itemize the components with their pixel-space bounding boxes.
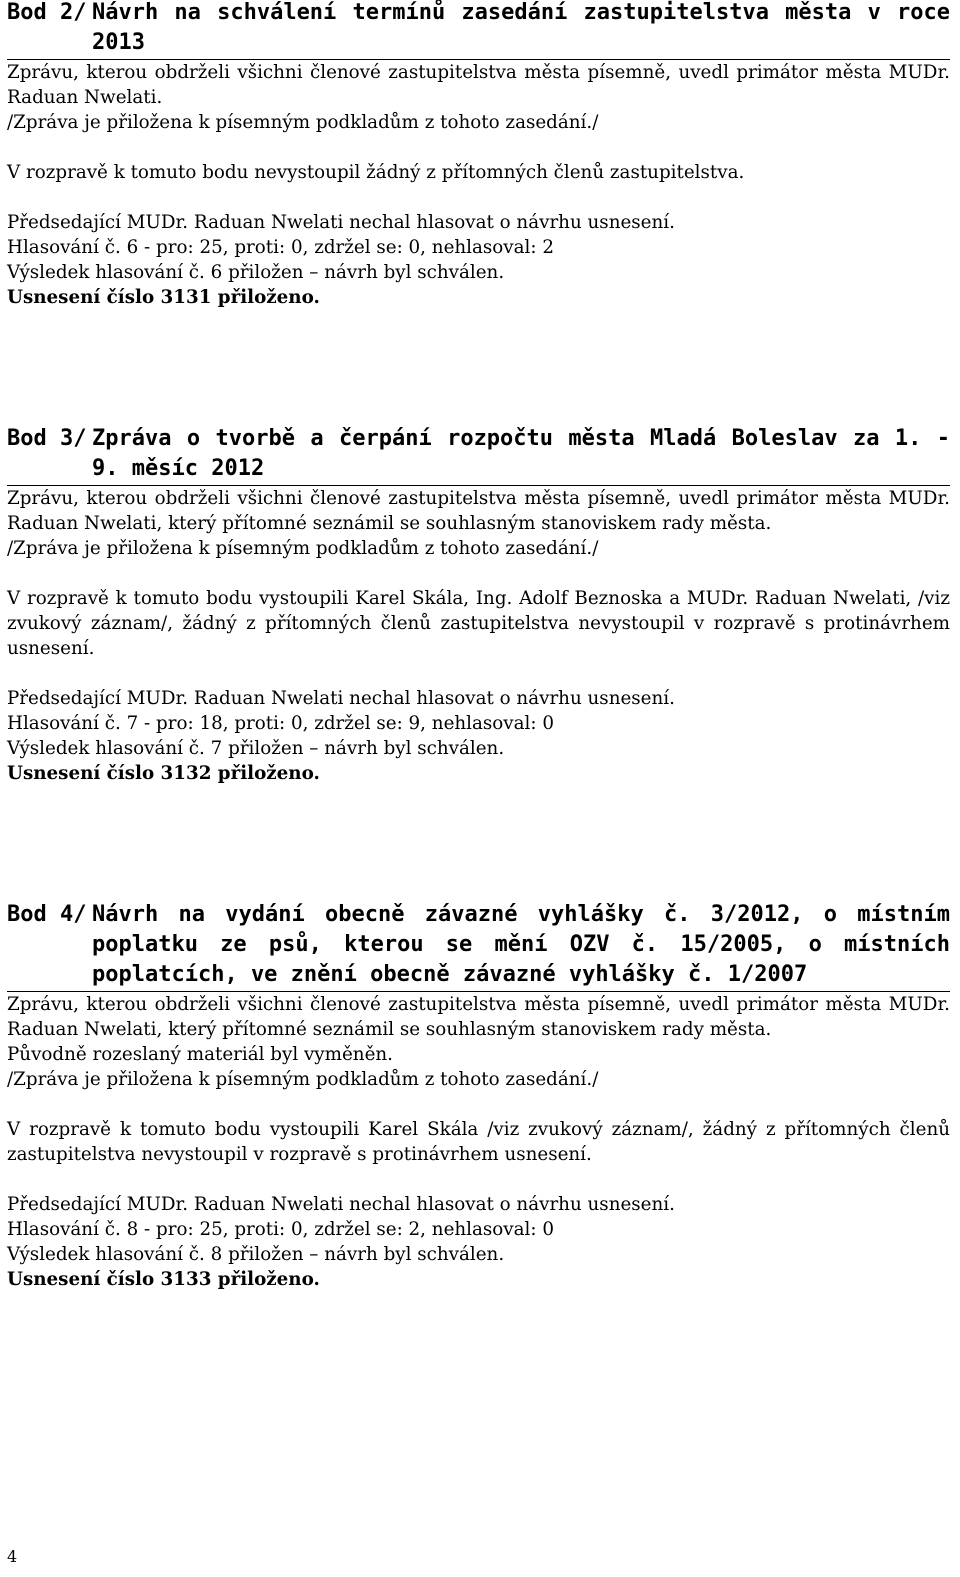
page-number: 4 <box>7 1547 18 1566</box>
vote-outcome: Výsledek hlasování č. 8 přiložen – návrh byl schválen. <box>7 1244 505 1265</box>
section-title: Zpráva o tvorbě a čerpání rozpočtu města Mladá Boleslav za 1. - 9. měsíc 2012 <box>92 426 950 481</box>
discussion-paragraph: V rozpravě k tomuto bodu nevystoupil žádný z přítomných členů zastupitelstva. <box>7 162 745 183</box>
report-paragraph: Zprávu, kterou obdrželi všichni členové zastupitelstva města písemně, uvedl primátor města MUDr. Raduan Nwelati, který přítomné seznámil se souhlasným stanoviskem rady města. <box>7 994 950 1040</box>
vote-outcome: Výsledek hlasování č. 6 přiložen – návrh byl schválen. <box>7 262 505 283</box>
document-page <box>7 0 950 1292</box>
vote-outcome: Výsledek hlasování č. 7 přiložen – návrh byl schválen. <box>7 738 505 759</box>
discussion-paragraph: V rozpravě k tomuto bodu vystoupili Karel Skála /viz zvukový záznam/, žádný z přítomných členů zastupitelstva nevystoupil v rozpravě s protinávrhem usnesení. <box>7 1119 950 1165</box>
attachment-note: /Zpráva je přiložena k písemným podkladům z tohoto zasedání./ <box>7 538 599 559</box>
resolution-line: Usnesení číslo 3132 přiloženo. <box>7 763 320 784</box>
report-paragraph: Zprávu, kterou obdrželi všichni členové zastupitelstva města písemně, uvedl primátor města MUDr. Raduan Nwelati. <box>7 62 950 108</box>
section-number: Bod 3/ <box>7 426 87 451</box>
attachment-note: /Zpráva je přiložena k písemným podkladům z tohoto zasedání./ <box>7 1069 599 1090</box>
attachment-note: /Zpráva je přiložena k písemným podkladům z tohoto zasedání./ <box>7 112 599 133</box>
section-heading <box>7 424 950 486</box>
resolution-line: Usnesení číslo 3133 přiloženo. <box>7 1269 320 1290</box>
section-number: Bod 4/ <box>7 902 87 927</box>
section-number: Bod 2/ <box>7 0 87 25</box>
section-heading <box>7 0 950 60</box>
chair-statement: Předsedající MUDr. Raduan Nwelati nechal hlasovat o návrhu usnesení. <box>7 688 675 709</box>
chair-statement: Předsedající MUDr. Raduan Nwelati nechal hlasovat o návrhu usnesení. <box>7 212 675 233</box>
section-title: Návrh na vydání obecně závazné vyhlášky č. 3/2012, o místním poplatku ze psů, kterou se mění OZV č. 15/2005, o místních poplatcích, ve znění obecně závazné vyhlášky č. 1/2007 <box>92 902 950 987</box>
resolution-line: Usnesení číslo 3131 přiloženo. <box>7 287 320 308</box>
chair-statement: Předsedající MUDr. Raduan Nwelati nechal hlasovat o návrhu usnesení. <box>7 1194 675 1215</box>
report-paragraph: Zprávu, kterou obdrželi všichni členové zastupitelstva města písemně, uvedl primátor města MUDr. Raduan Nwelati, který přítomné seznámil se souhlasným stanoviskem rady města. <box>7 488 950 534</box>
discussion-paragraph: V rozpravě k tomuto bodu vystoupili Karel Skála, Ing. Adolf Beznoska a MUDr. Raduan Nwelati, /viz zvukový záznam/, žádný z přítomných členů zastupitelstva nevystoupil v rozpravě s protinávrhem usnesení. <box>7 588 950 659</box>
vote-result: Hlasování č. 7 - pro: 18, proti: 0, zdržel se: 9, nehlasoval: 0 <box>7 713 554 734</box>
agenda-item-3 <box>7 424 950 786</box>
agenda-item-4 <box>7 900 950 1292</box>
agenda-item-2 <box>7 0 950 310</box>
section-title: Návrh na schválení termínů zasedání zastupitelstva města v roce 2013 <box>92 0 950 55</box>
section-heading <box>7 900 950 992</box>
replacement-note: Původně rozeslaný materiál byl vyměněn. <box>7 1044 393 1065</box>
vote-result: Hlasování č. 6 - pro: 25, proti: 0, zdržel se: 0, nehlasoval: 2 <box>7 237 554 258</box>
vote-result: Hlasování č. 8 - pro: 25, proti: 0, zdržel se: 2, nehlasoval: 0 <box>7 1219 554 1240</box>
